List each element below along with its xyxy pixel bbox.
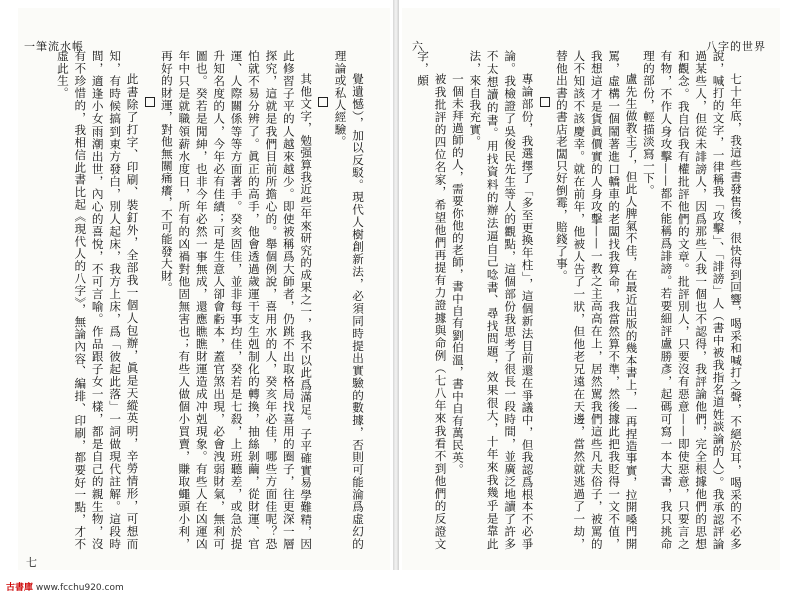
- left-folio: 七: [26, 556, 37, 569]
- left-paragraph-2: 其他文字，勉强算我近些年來研究的成果之一，我不以此爲滿足。子平確實易學難精，因此修習子平的人越來越少。即使被稱爲大師者，仍跳不出取格局找喜用的圈子，往更深一層探究，這就是我們目前所擔心的。舉個例說，喜用水的人，癸亥年必佳，哪些方面佳呢？恐怕就不易分辨了。眞正的高手，他會透過歲運干支生剋制化的轉換，抽絲剝繭，從財運、官運、人際關係等等方面著手。癸亥固佳，並非每事均佳，癸若是七殺，上班聽差，或急於提升知名度的人，今年必有佳績；可是生意人卻會虧本，蓋官煞出現，必會洩弱財氣，無利可圖也。癸若是閒紳，也非今年必然一事無成，還應瞧瞧財運造成冲剋現象。有些人在凶運凶年中只是就職領薪水度日，所有的凶禍對他固無害也；有些人做個小買賣，賺取蠅頭小利，再好的財運，對他無關痛癢，不可能發大財。: [159, 50, 314, 550]
- right-folio: 六: [412, 40, 423, 53]
- right-page: [402, 8, 780, 570]
- left-running-head: 一筆流水帳: [24, 40, 84, 53]
- left-page-body: [48, 50, 366, 550]
- section-break-square-icon: [145, 97, 155, 107]
- left-page: [18, 8, 390, 570]
- book-gutter: [393, 0, 399, 570]
- site-watermark: [6, 580, 124, 593]
- section-break-box: [536, 50, 553, 550]
- section-break-square-icon: [540, 97, 550, 107]
- right-paragraph-2: 盧先生做教主了，但此人脾氣不佳，在最近出版的幾本書上，一再捏造事實，拉開嗓門開罵，虛構一個鬧著進口轎車的老闆找我算命，我當然算不準，然後據此把我貶得一文不值，我想這才是貨眞價實的人身攻擊——一教之主高高在上，居然駡我們這些凡夫俗子，被罵的人不知該不該慶幸。就在前年，他被人告了一狀，但他老兄遠在天邊，當然就逃過了一劫，替他出書的書店老闆只好倒霉，賠錢了事。: [554, 50, 639, 550]
- section-break-box: [141, 50, 158, 550]
- left-paragraph-1: 覺遺憾），加以反駁。現代人樹創新法，必須同時提出實驗的數據，否則可能淪爲虛幻的理論或私人經驗。: [333, 50, 365, 550]
- watermark-brand: 古書庫: [6, 583, 34, 593]
- right-running-head: 八字的世界: [706, 40, 766, 53]
- right-paragraph-1: 七十年底，我這些書發售後，很快得到回響，喝采和喊打之聲，不絕於耳，喝采的不必多說，喊打的文字，一律稱我「攻擊」、「誹謗」人（書中被我指名道姓談論的人）。我承認評論過某些人，但從未誹謗人，因爲那些人我一個也不認得，我評論他們，完全根據他們的思想和觀念。我自信我有權批評他們的文章。批評別人，只要沒有惡意——即使惡意，只要言之有物，不作人身攻擊——都不能稱爲誹謗。若要細評盧勝彥，起碼可寫一本大書，我只挑命理的部份，輕描淡寫一下。: [641, 50, 743, 550]
- section-break-box: [314, 50, 331, 550]
- right-page-body: [416, 50, 744, 550]
- watermark-url: www.fcchu920.com: [35, 583, 124, 593]
- right-paragraph-3: 專論部份，我選擇了「多至更換年柱」，這個新法目前還在爭議中，但我認爲根本不必爭論。我檢證了吳俊民先生等人的觀點，這個部份我思考了很長一段時間，並廣泛地讀了許多不太想讀的書。用找資料的辦法逼自己唸書、尋找問題，效果很大，十年來我幾乎是靠此法，來自我充實。: [468, 50, 535, 550]
- right-paragraph-5: 被我批評的四位名家，希望他們再提有力證據與命例（七八年來我看不到他們的反證文字，頗: [416, 50, 448, 550]
- section-break-square-icon: [318, 97, 328, 107]
- left-paragraph-3: 此書除了打字、印刷、裝釘外，全部我一個人包辦，眞是天縱英明，辛勞情形，可想而知，有時候搞到東方發白，別人起床，我方上床，爲「彼起此落」一詞做現代註解。這段時間，適逢小女雨潮出世，內心的喜悅，不可言喻。作品跟子女一樣，都是自己的親生物，沒有不珍惜的，我相信此書比起《現代人的八字》，無論內容、編排、印刷，都要好一點，才不虛此生。: [55, 50, 140, 550]
- right-paragraph-4: 一個未拜過師的人，需要你他的老師，書中自有劉伯溫，書中自有萬民英。: [450, 73, 465, 476]
